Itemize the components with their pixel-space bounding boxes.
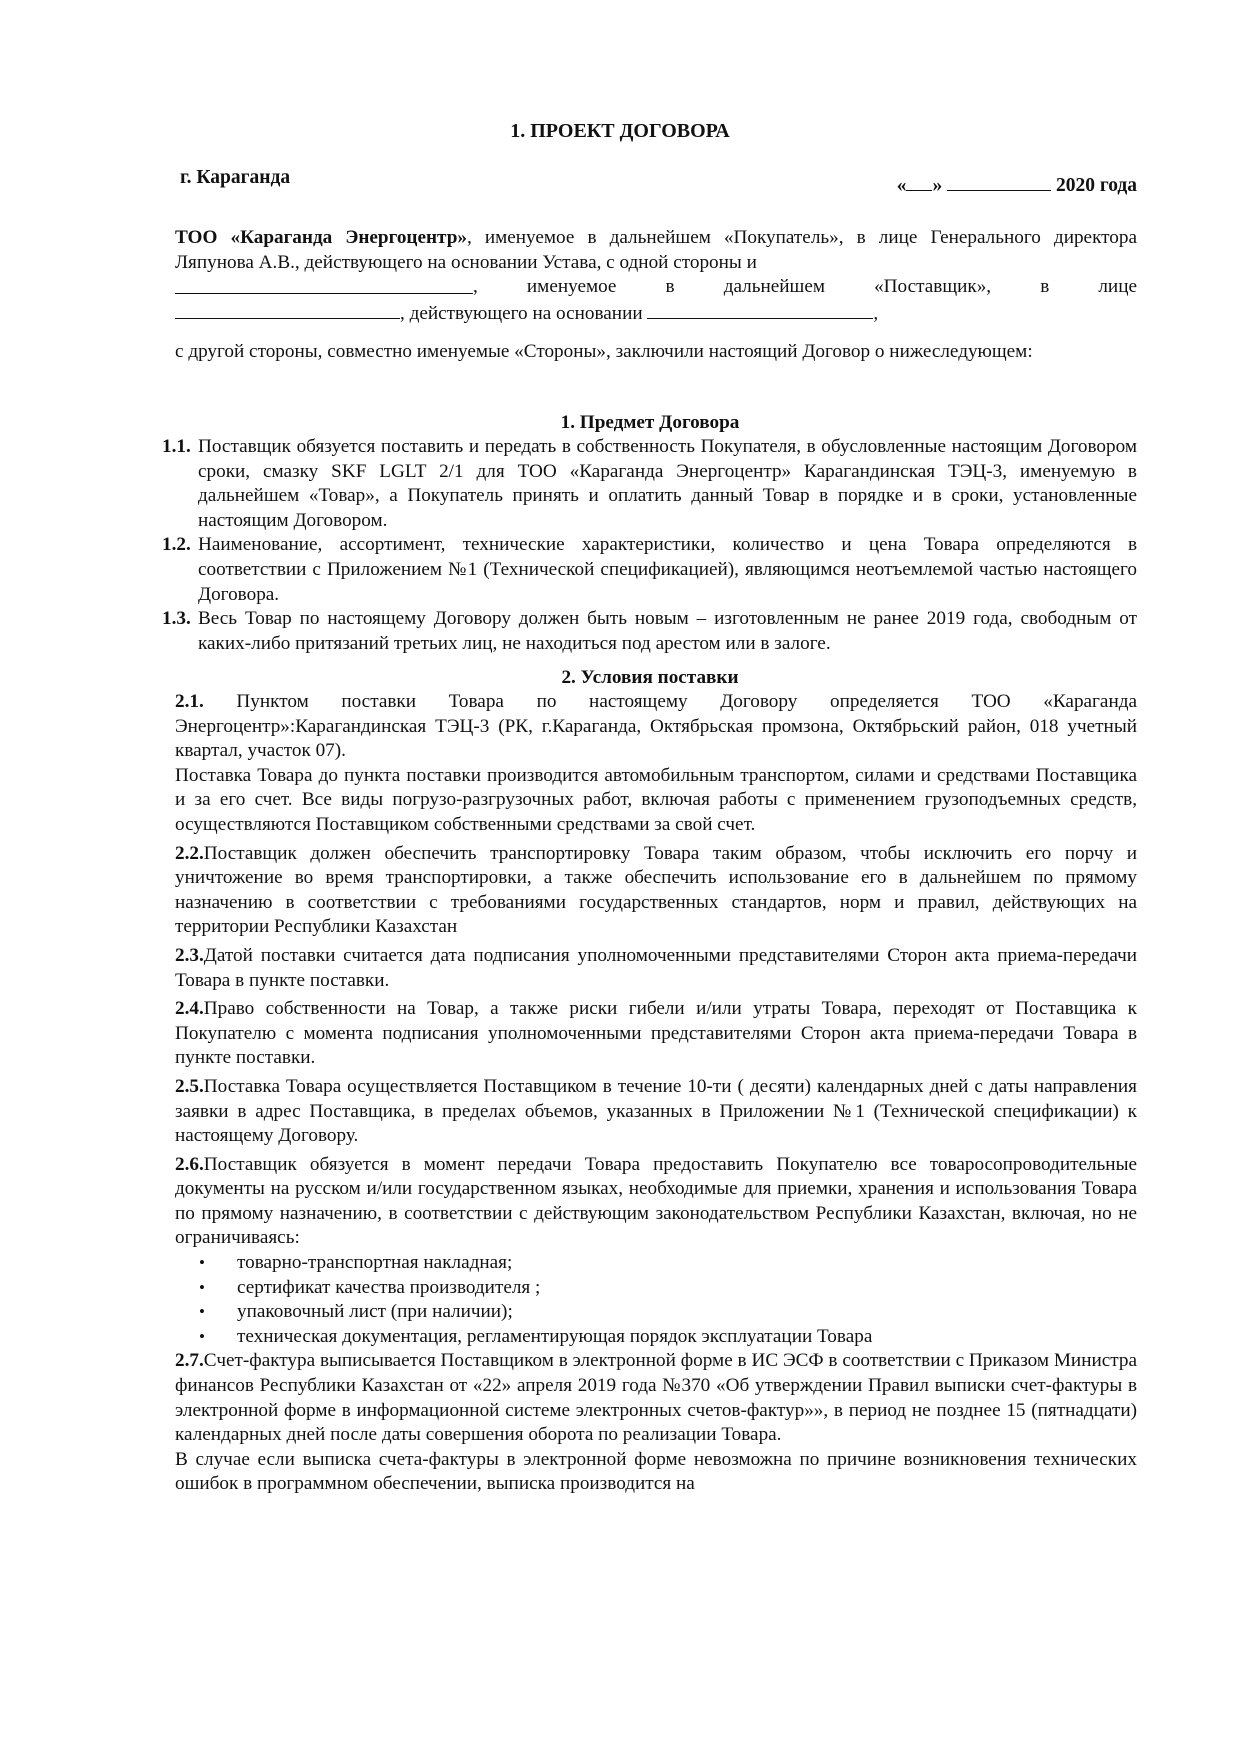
list-item: • товарно-транспортная накладная; [199,1251,1137,1276]
clause-2-4: 2.4.Право собственности на Товар, а также риски гибели и/или утраты Товара, переходят от Поставщика к Покупателю с момента подписания уполномоченными представителями Сторон акта приема-передачи Товара в пункте поставки. [175,998,1137,1069]
section1-item: 1.2. Наименование, ассортимент, технические характеристики, количество и цена Товара определяются в соответствии с Приложением №1 (Технической спецификацией), являющимся неотъемлемой частью настоящего Договора. [162,534,1137,605]
list-item: • техническая документация, регламентирующая порядок эксплуатации Товара [199,1325,1137,1350]
preamble-line3: , именуемое в дальнейшем «Поставщик», в лице [175,275,1137,300]
section1-heading: 1. Предмет Договора [560,412,740,433]
preamble-line4: , действующего на основании , [175,300,1137,327]
bullet-icon: • [199,1277,205,1297]
section1-item: 1.1. Поставщик обязуется поставить и передать в собственность Покупателя, в обусловленные настоящим Договором сроки, смазку SKF LGLT 2/1 для ТОО «Караганда Энергоцентр» Карагандинская ТЭЦ-3, именуемую в дальнейшем «Товар», а Покупатель принять и оплатить данный Товар в порядке и в сроки, установленные настоящим Договором. [162,436,1137,531]
clause-2-1-transport: Поставка Товара до пункта поставки производится автомобильным транспортом, силами и средствами Поставщика и за его счет. Все виды погрузо-разгрузочных работ, включая работы с применением грузоподъемных средств, осуществляются Поставщиком собственными средствами за свой счет. [175,764,1137,835]
day-blank [906,174,932,191]
preamble-line1: , именуемое в дальнейшем «Покупатель», в лице Генерального директора Ляпунова А.В., действующего на основании Устава, с одной стороны и [175,227,1137,273]
list-item: • сертификат качества производителя ; [199,1276,1137,1301]
documents-list [175,1251,1137,1349]
section2-body [175,690,1137,1497]
preamble [175,226,1137,326]
bullet-icon: • [199,1302,205,1322]
page-title: 1. ПРОЕКТ ДОГОВОРА [510,120,730,142]
section1-items [162,435,1137,656]
preamble-paragraph [175,226,1137,275]
buyer-company: ТОО «Караганда Энергоцентр» [175,227,467,248]
preamble-other-side: с другой стороны, совместно именуемые «Стороны», заключили настоящий Договор о нижеследующем: [175,341,1033,362]
section2-heading: 2. Условия поставки [561,667,739,688]
supplier-name-blank [175,275,473,294]
date-year: 2020 года [1055,175,1137,196]
clause-2-3: 2.3.Датой поставки считается дата подписания уполномоченными представителями Сторон акта приема-передачи Товара в пункте поставки. [175,944,1137,991]
clause-2-2: 2.2.Поставщик должен обеспечить транспортировку Товара таким образом, чтобы исключить его порчу и уничтожение во время транспортировки, а также обеспечить использование его в дальнейшем по прямому назначению в соответствии с требованиями государственных стандартов, норм и правил, действующих на территории Республики Казахстан [175,842,1137,938]
month-blank [947,174,1051,191]
clause-2-7-exception: В случае если выписка счета-фактуры в электронной форме невозможна по причине возникновения технических ошибок в программном обеспечении, выписка производится на [175,1448,1137,1495]
date-close-quote: » [932,175,943,196]
city-label: г. Караганда [180,167,291,188]
bullet-icon: • [199,1326,205,1346]
clause-2-5: 2.5.Поставка Товара осуществляется Поставщиком в течение 10-ти ( десяти) календарных дней с даты направления заявки в адрес Поставщика, в пределах объемов, указанных в Приложении №1 (Технической спецификации) к настоящему Договору. [175,1075,1137,1147]
clause-2-1: 2.1. Пунктом поставки Товара по настоящему Договору определяется ТОО «Караганда Энергоцентр»:Карагандинская ТЭЦ-3 (РК, г.Караганда, Октябрьская промзона, Октябрьский район, 018 учетный квартал, участок 07). [175,691,1137,762]
date-open-quote: « [896,175,907,196]
contract-date [897,174,1137,197]
bullet-icon: • [199,1253,205,1273]
section1-item: 1.3. Весь Товар по настоящему Договору должен быть новым – изготовленным не ранее 2019 года, свободным от каких-либо притязаний третьих лиц, не находиться под арестом или в залоге. [162,608,1137,654]
representative-blank [175,300,400,319]
list-item: • упаковочный лист (при наличии); [199,1300,1137,1325]
clause-2-7: 2.7.Счет-фактура выписывается Поставщиком в электронной форме в ИС ЭСФ в соответствии с Приказом Министра финансов Республики Казахстан от «22» апреля 2019 года №370 «Об утверждении Правил выписки счет-фактуры в электронной форме в информационной системе электронных счетов-фактур»», в период не позднее 15 (пятнадцати) календарных дней после даты совершения оборота по реализации Товара. [175,1350,1137,1446]
basis-blank [647,300,873,319]
clause-2-6: 2.6.Поставщик обязуется в момент передачи Товара предоставить Покупателю все товаросопроводительные документы на русском и/или государственном языках, необходимые для приемки, хранения и использования Товара по прямому назначению, в соответствии с действующим законодательством Республики Казахстан, включая, но не ограничиваясь: [175,1153,1137,1249]
